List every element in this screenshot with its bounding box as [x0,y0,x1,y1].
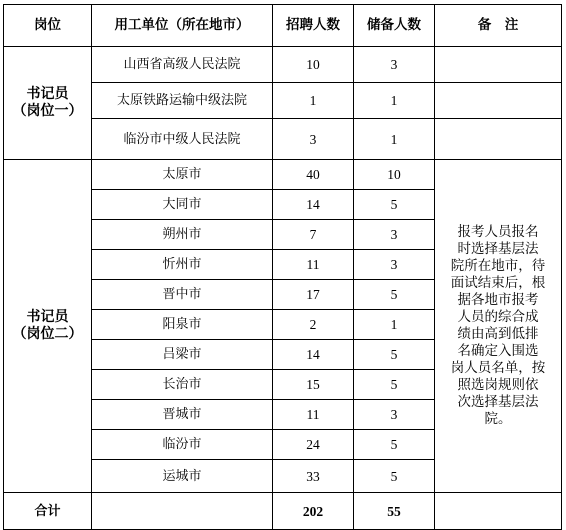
reserve-cell: 3 [354,220,435,250]
remark-line: 院。 [484,411,512,427]
header-unit: 用工单位（所在地市） [92,5,273,47]
reserve-cell: 3 [354,250,435,280]
recruit-cell: 7 [273,220,354,250]
remark-line: 照选岗规则依 [457,377,539,393]
reserve-cell: 5 [354,460,435,493]
reserve-cell: 5 [354,430,435,460]
recruit-cell: 11 [273,250,354,280]
recruit-cell: 3 [273,119,354,160]
table-row [4,47,562,83]
reserve-cell: 1 [354,83,435,119]
header-recruit-count: 招聘人数 [273,5,354,47]
unit-cell: 临汾市 [92,430,273,460]
remark-line: 名确定入围选 [457,343,539,359]
remark-line: 时选择基层法 [457,241,539,257]
reserve-cell: 1 [354,119,435,160]
header-position: 岗位 [4,5,92,47]
position1-label: （岗位一） [12,103,83,119]
total-recruit: 202 [273,493,354,530]
unit-cell: 忻州市 [92,250,273,280]
position1-name: 书记员 [26,86,69,102]
unit-cell: 吕梁市 [92,340,273,370]
unit-cell: 朔州市 [92,220,273,250]
reserve-cell: 5 [354,190,435,220]
remark-line: 面试结束后，根 [450,275,546,291]
note-cell [435,83,562,119]
reserve-cell: 3 [354,47,435,83]
unit-cell: 长治市 [92,370,273,400]
recruit-cell: 10 [273,47,354,83]
remark-line: 岗人员名单，按 [450,360,546,376]
position2-name: 书记员 [26,309,69,325]
total-row [4,493,562,530]
remark-line: 报考人员报名 [457,224,539,240]
remark-line: 院所在地市，待 [450,258,546,274]
total-reserve: 55 [354,493,435,530]
unit-cell: 阳泉市 [92,310,273,340]
recruit-cell: 33 [273,460,354,493]
unit-cell: 临汾市中级人民法院 [92,119,273,160]
recruit-cell: 15 [273,370,354,400]
recruit-cell: 14 [273,340,354,370]
header-row [4,5,562,47]
reserve-cell: 10 [354,160,435,190]
remark-line: 据各地市报考 [457,292,539,308]
header-note: 备 注 [435,5,562,47]
remarks-cell [435,160,562,493]
total-note-cell [435,493,562,530]
position1-cell [4,47,92,160]
reserve-cell: 5 [354,280,435,310]
remark-line: 绩由高到低排 [457,326,539,342]
recruit-cell: 17 [273,280,354,310]
unit-cell: 太原市 [92,160,273,190]
recruit-cell: 11 [273,400,354,430]
unit-cell: 晋城市 [92,400,273,430]
reserve-cell: 1 [354,310,435,340]
unit-cell: 太原铁路运输中级法院 [92,83,273,119]
reserve-cell: 5 [354,370,435,400]
note-cell [435,119,562,160]
recruit-cell: 1 [273,83,354,119]
table-row [4,160,562,190]
unit-cell: 大同市 [92,190,273,220]
recruit-cell: 24 [273,430,354,460]
total-label: 合计 [4,493,92,530]
recruit-cell: 14 [273,190,354,220]
header-reserve-count: 储备人数 [354,5,435,47]
unit-cell: 山西省高级人民法院 [92,47,273,83]
unit-cell: 运城市 [92,460,273,493]
remark-line: 人员的综合成 [457,309,539,325]
recruit-cell: 2 [273,310,354,340]
unit-cell: 晋中市 [92,280,273,310]
recruitment-table [3,4,562,530]
note-cell [435,47,562,83]
remark-line: 次选择基层法 [457,394,539,410]
total-unit-cell [92,493,273,530]
reserve-cell: 5 [354,340,435,370]
position2-label: （岗位二） [12,326,83,342]
reserve-cell: 3 [354,400,435,430]
position2-cell [4,160,92,493]
recruit-cell: 40 [273,160,354,190]
